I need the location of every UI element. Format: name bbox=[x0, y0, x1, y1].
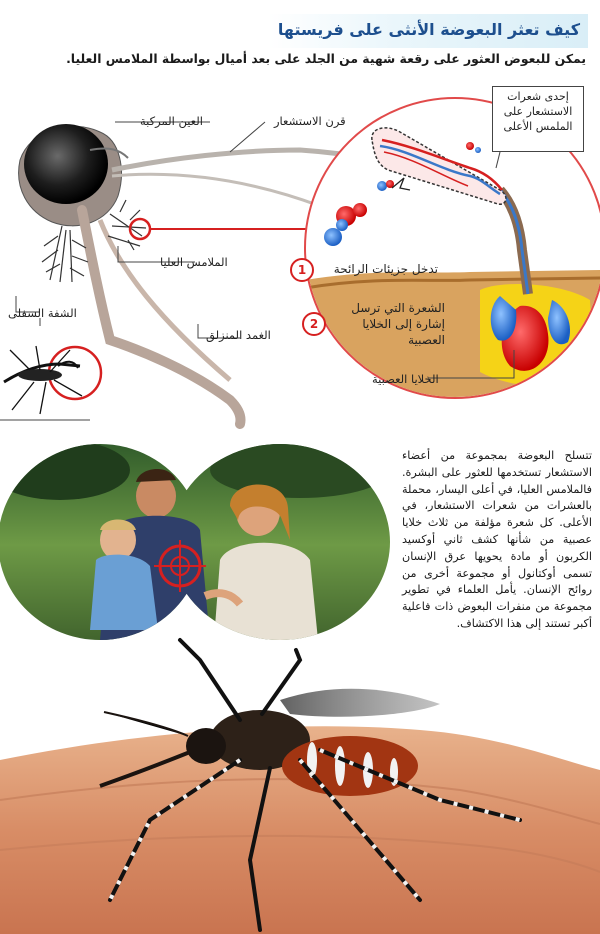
step-1-text: تدخل جزيئات الرائحة bbox=[333, 262, 438, 276]
label-compound-eye: العين المركبة bbox=[140, 114, 203, 128]
label-lower-lip: الشفة السفلى bbox=[8, 306, 77, 320]
page-title: كيف تعثر البعوضة الأنثى على فريستها bbox=[277, 20, 580, 39]
label-antenna: قرن الاستشعار bbox=[274, 114, 346, 128]
page-subtitle: يمكن للبعوض العثور على رقعة شهية من الجلد على بعد أميال بواسطة الملامس العليا. bbox=[66, 51, 586, 66]
step-2-number: 2 bbox=[302, 312, 326, 336]
label-upper-palps: الملامس العليا bbox=[160, 255, 228, 269]
mosquito-on-skin-photo bbox=[0, 640, 600, 934]
compound-eye bbox=[24, 124, 108, 204]
label-nerve-cells: الخلايا العصبية bbox=[372, 372, 439, 386]
mosquito-inset bbox=[4, 346, 101, 414]
article-body: تتسلح البعوضة بمجموعة من أعضاء الاستشعار تستخدمها للعثور على البشرة. فالملامس العليا، في أعلى اليسار، محملة بالعشرات من شعرات الاستشعار، في الأعلى. كل شعرة مؤلفة من ثلاث خلايا عصبية من شأنها كشف ثاني أوكسيد الكربون أو مادة يحويها عرق الإنسان تسمى أوكتانول أو مجموعة أخرى من روائح الإنسان. يأمل العلماء في تطوير مجموعة من منفرات البعوض ذات فاعلية أكبر تستند إلى هذا الاكتشاف. bbox=[402, 449, 592, 630]
step-1-number: 1 bbox=[290, 258, 314, 282]
label-sheath: الغمد المنزلق bbox=[206, 328, 271, 342]
label-sensory-hair-box: إحدى شعرات الاستشعار على الملمس الأعلى bbox=[492, 86, 584, 152]
family-photo bbox=[0, 440, 400, 650]
palp-highlight-ring bbox=[130, 219, 150, 239]
step-2-text: الشعرة التي ترسل إشارة إلى الخلايا العصبية bbox=[351, 301, 445, 347]
